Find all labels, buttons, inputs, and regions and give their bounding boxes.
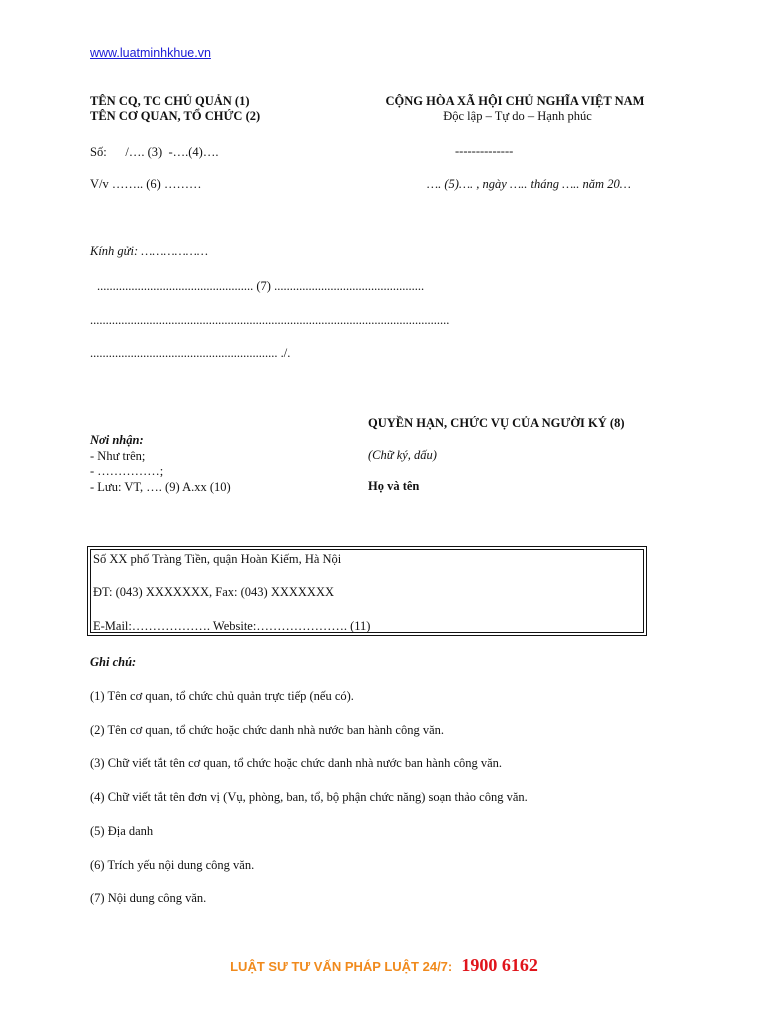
- hotline-label: LUẬT SƯ TƯ VẤN PHÁP LUẬT 24/7:: [230, 959, 453, 974]
- content-line-3: ............................................................ ./.: [90, 346, 291, 360]
- note-item: (1) Tên cơ quan, tổ chức chủ quản trực tiếp (nếu có).: [90, 689, 354, 703]
- signature-note: (Chữ ký, dấu): [368, 448, 437, 462]
- place-date: …. (5)…. , ngày ….. tháng ….. năm 20…: [427, 177, 631, 191]
- hotline-footer: [0, 955, 768, 976]
- hotline-phone[interactable]: 1900 6162: [461, 955, 538, 975]
- document-number: Số: /…. (3) -….(4)….: [90, 145, 219, 159]
- parent-org-name: TÊN CQ, TC CHỦ QUẢN (1): [90, 94, 250, 108]
- recipients-heading: Nơi nhận:: [90, 433, 144, 447]
- address-box: [90, 549, 644, 633]
- phone-fax-line: ĐT: (043) XXXXXXX, Fax: (043) XXXXXXX: [93, 585, 335, 599]
- motto: Độc lập – Tự do – Hạnh phúc: [443, 109, 592, 123]
- subject-line: V/v …….. (6) ………: [90, 177, 202, 191]
- note-item: (2) Tên cơ quan, tổ chức hoặc chức danh nhà nước ban hành công văn.: [90, 723, 445, 737]
- recipient-item: - Như trên;: [90, 449, 146, 463]
- address-line: Số XX phố Tràng Tiền, quận Hoàn Kiếm, Hà Nội: [93, 552, 342, 566]
- content-line-2: ...................................................................................................................: [90, 313, 450, 327]
- note-item: (4) Chữ viết tắt tên đơn vị (Vụ, phòng, ban, tổ, bộ phận chức năng) soạn thảo công văn.: [90, 790, 528, 804]
- motto-rule: --------------: [455, 144, 514, 158]
- org-name: TÊN CƠ QUAN, TỔ CHỨC (2): [90, 109, 261, 123]
- recipient-item: - Lưu: VT, …. (9) A.xx (10): [90, 480, 231, 494]
- note-item: (3) Chữ viết tắt tên cơ quan, tổ chức hoặc chức danh nhà nước ban hành công văn.: [90, 756, 503, 770]
- note-item: (5) Địa danh: [90, 824, 154, 838]
- recipient-item: - ……………;: [90, 464, 164, 478]
- nation-title: CỘNG HÒA XÃ HỘI CHỦ NGHĨA VIỆT NAM: [385, 94, 645, 108]
- note-item: (7) Nội dung công văn.: [90, 891, 207, 905]
- signer-name: Họ và tên: [368, 479, 420, 493]
- signer-title: QUYỀN HẠN, CHỨC VỤ CỦA NGƯỜI KÝ (8): [368, 416, 625, 430]
- content-line-1: .................................................. (7) ................................................: [97, 279, 425, 293]
- email-website-line: E-Mail:………………. Website:…………………. (11): [93, 619, 371, 633]
- website-link[interactable]: www.luatminhkhue.vn: [90, 46, 211, 60]
- recipient-line: Kính gửi: ………………: [90, 244, 208, 258]
- note-item: (6) Trích yếu nội dung công văn.: [90, 858, 255, 872]
- notes-heading: Ghi chú:: [90, 655, 137, 669]
